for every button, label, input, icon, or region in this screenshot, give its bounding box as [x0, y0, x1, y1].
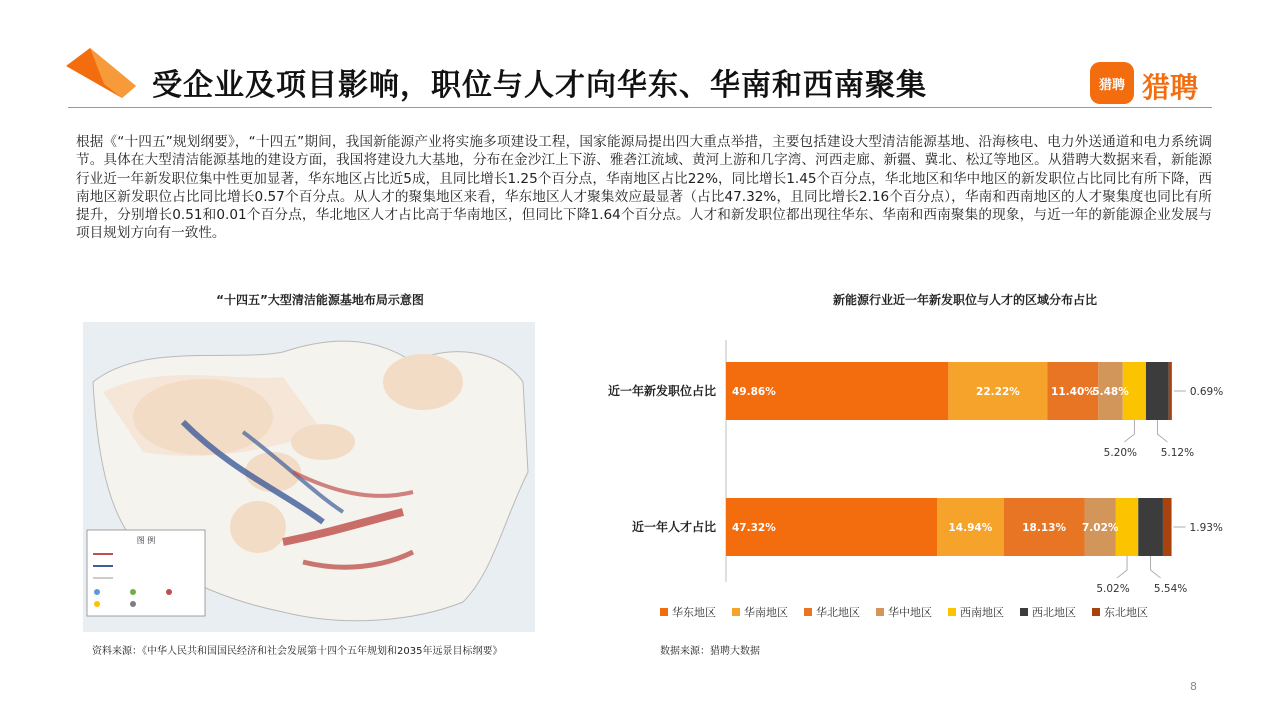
bar-value-label: 5.48%: [1092, 386, 1129, 398]
map-source-note: 资料来源：《中华人民共和国国民经济和社会发展第十四个五年规划和2035年远景目标纲要》: [92, 646, 503, 657]
category-label: 近一年新发职位占比: [607, 384, 716, 398]
intro-paragraph: 根据《“十四五”规划纲要》，“十四五”期间，我国新能源产业将实施多项建设工程，国家能源局提出四大重点举措，主要包括建设大型清洁能源基地、沿海核电、电力外送通道和电力系统调节。具体在大型清洁能源基地的建设方面，我国将建设九大基地，分布在金沙江上下游、雅砻江流域、黄河上游和几字湾、河西走廊、新疆、冀北、松辽等地区。从猎聘大数据来看，新能源行业近一年新发职位集中性更加显著，华东地区占比近5成，且同比增长1.25个百分点，华南地区占比22%，同比增长1.45个百分点，华北地区和华中地区的新发职位占比同比有所下降，西南地区新发职位占比同比增长0.57个百分点。从人才的聚集地区来看，华东地区人才聚集效应最显著（占比47.32%，且同比增长2.16个百分点），华南和西南地区的人才聚集度也同比有所提升，分别增长0.51和0.01个百分点，华北地区人才占比高于华南地区，但同比下降1.64个百分点。人才和新发职位都出现往华东、华南和西南聚集的现象，与近一年的新能源企业发展与项目规划方向有一致性。: [76, 134, 1212, 242]
bar-value-label: 18.13%: [1022, 522, 1066, 534]
title-divider: [68, 107, 1212, 108]
legend-swatch: [1092, 608, 1100, 616]
brand-badge-icon: 猎聘: [1090, 62, 1134, 104]
category-label: 近一年人才占比: [631, 520, 716, 534]
callout-line: [1117, 556, 1127, 578]
bar-value-label: 7.02%: [1081, 522, 1119, 534]
bar-value-label: 5.02%: [1096, 583, 1130, 595]
bar-value-label: 14.94%: [948, 522, 993, 534]
legend-label: 华南地区: [744, 606, 788, 619]
bar-value-label: 1.93%: [1189, 522, 1223, 534]
legend-label: 华东地区: [672, 606, 716, 619]
bar-value-label: 49.86%: [732, 386, 776, 398]
bar-segment-jobs-5: [1146, 362, 1169, 420]
bar-value-label: 0.69%: [1189, 386, 1224, 398]
legend-label: 西南地区: [960, 606, 1004, 619]
bar-segment-jobs-6: [1169, 362, 1172, 420]
legend-swatch: [948, 608, 956, 616]
legend-label: 华中地区: [888, 606, 932, 619]
bar-value-label: 5.20%: [1103, 447, 1138, 459]
callout-line: [1157, 420, 1167, 442]
bar-value-label: 22.22%: [976, 386, 1020, 398]
bar-segment-talent-6: [1163, 498, 1172, 556]
clean-energy-base-map: [83, 322, 535, 632]
bar-value-label: 5.12%: [1160, 447, 1195, 459]
legend-swatch: [1020, 608, 1028, 616]
bar-segment-talent-4: [1116, 498, 1138, 556]
legend-label: 华北地区: [816, 606, 860, 619]
map-title: “十四五”大型清洁能源基地布局示意图: [216, 293, 424, 307]
bar-value-label: 47.32%: [732, 522, 776, 534]
legend-swatch: [660, 608, 668, 616]
brand-logo: [1090, 62, 1210, 104]
legend-swatch: [876, 608, 884, 616]
brand-name: 猎聘: [1142, 71, 1199, 104]
corner-chevron-logo-icon: [64, 46, 144, 106]
bar-segment-talent-5: [1138, 498, 1163, 556]
legend-label: 西北地区: [1032, 606, 1076, 619]
chart-title: 新能源行业近一年新发职位与人才的区域分布占比: [832, 293, 1097, 307]
map-legend-title: 图 例: [136, 536, 156, 545]
legend-label: 东北地区: [1104, 606, 1148, 619]
bar-value-label: 5.54%: [1153, 583, 1188, 595]
page-number: 8: [1190, 680, 1197, 693]
chart-source-note: 数据来源：猎聘大数据: [660, 646, 760, 657]
callout-line: [1124, 420, 1134, 442]
bar-value-label: 11.40%: [1051, 386, 1095, 398]
callout-line: [1151, 556, 1161, 578]
page-title: 受企业及项目影响，职位与人才向华东、华南和西南聚集: [152, 68, 927, 103]
legend-swatch: [732, 608, 740, 616]
region-share-stacked-bar-chart: [590, 320, 1230, 640]
legend-swatch: [804, 608, 812, 616]
